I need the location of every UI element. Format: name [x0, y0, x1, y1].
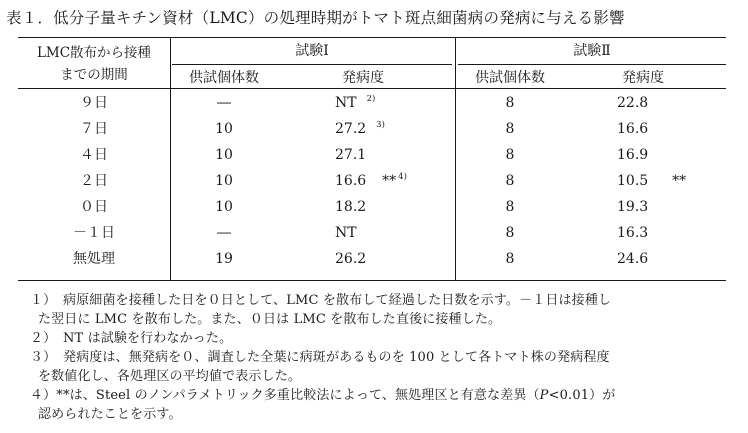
- footnote-3-line1: ３） 発病度は、無発病を０、調査した全葉に病斑があるものを 100 として各トマト株の発病程度: [30, 350, 610, 365]
- header-trial2-count: 供試個体数: [475, 70, 545, 86]
- header-bottom-rule: [18, 88, 726, 89]
- footnote-4-line1: [30, 388, 615, 404]
- footnote-4-line2: 認められたことを示す。: [38, 407, 182, 422]
- footnote-marker: 2): [366, 94, 376, 104]
- table-top-rule: [18, 37, 726, 38]
- row-trial2-severity: [617, 251, 648, 267]
- row-trial1-count: 10: [215, 147, 233, 163]
- severity-value: 16.3: [617, 225, 649, 241]
- row-trial2-severity: [617, 147, 648, 163]
- footnote-4-p: P: [539, 388, 549, 403]
- footnote-marker: 4): [398, 172, 407, 182]
- table-title: 表１．低分子量キチン資材（LMC）の処理時期がトマト斑点細菌病の発病に与える影響: [6, 9, 625, 27]
- row-trial2-count: 8: [505, 95, 515, 111]
- trial1-header-rule: [172, 64, 452, 65]
- footnote-4-post: <0.01）が: [548, 388, 616, 403]
- header-trial1: 試験Ⅰ: [295, 43, 329, 59]
- row-trial1-severity: [335, 251, 366, 267]
- row-period: ２日: [80, 173, 108, 189]
- column-divider-period: [170, 37, 171, 280]
- row-trial2-count: 8: [505, 121, 515, 137]
- severity-value: 19.3: [617, 199, 649, 215]
- row-trial2-count: 8: [505, 173, 515, 189]
- row-trial2-count: 8: [505, 251, 515, 267]
- column-divider-trials: [455, 37, 456, 280]
- header-period-line1: LMC散布から接種: [36, 45, 152, 61]
- row-trial2-severity: [617, 173, 686, 189]
- row-trial1-count: ―: [217, 95, 231, 111]
- severity-value: 27.1: [335, 147, 367, 163]
- row-trial1-count: 10: [215, 121, 233, 137]
- table-bottom-rule: [18, 280, 726, 281]
- row-trial2-severity: [617, 225, 648, 241]
- row-trial1-severity: [335, 147, 366, 163]
- footnote-2: ２） NT は試験を行わなかった。: [30, 331, 233, 346]
- header-trial1-severity: 発病度: [342, 70, 384, 86]
- row-trial1-count: 10: [215, 173, 233, 189]
- footnote-1-line2: た翌日に LMC を散布した。また、０日は LMC を散布した直後に接種した。: [38, 312, 502, 327]
- row-period: 無処理: [73, 251, 115, 267]
- significance-marker: **: [672, 173, 687, 189]
- severity-value: 24.6: [617, 251, 649, 267]
- row-trial1-severity: [335, 199, 366, 215]
- footnote-4-pre: ４）**は、Steel のノンパラメトリック多重比較法によって、無処理区と有意な差異（: [30, 388, 540, 403]
- severity-value: 10.5: [617, 173, 649, 189]
- row-trial1-count: 10: [215, 199, 233, 215]
- row-period: ９日: [80, 95, 108, 111]
- footnote-marker: 3): [376, 120, 385, 130]
- significance-marker: **: [382, 173, 397, 189]
- row-period: ４日: [80, 147, 108, 163]
- header-period-line2: までの期間: [60, 67, 128, 83]
- row-trial2-severity: [617, 95, 648, 111]
- row-trial2-count: 8: [505, 199, 515, 215]
- severity-value: NT: [335, 95, 357, 111]
- row-trial1-severity: [335, 225, 357, 241]
- header-trial2-severity: 発病度: [622, 70, 664, 86]
- severity-value: 16.6: [617, 121, 649, 137]
- footnote-3-line2: を数値化し、各処理区の平均値で表示した。: [38, 369, 302, 384]
- row-period: ７日: [80, 121, 108, 137]
- severity-value: 16.6: [335, 173, 367, 189]
- row-period: ０日: [80, 199, 108, 215]
- row-period: －１日: [73, 225, 115, 241]
- row-trial1-severity: [335, 95, 375, 113]
- trial2-header-rule: [458, 64, 726, 65]
- severity-value: 27.2: [335, 121, 367, 137]
- severity-value: 18.2: [335, 199, 367, 215]
- row-trial2-severity: [617, 121, 648, 137]
- severity-value: 26.2: [335, 251, 367, 267]
- row-trial2-count: 8: [505, 147, 515, 163]
- footnote-1-line1: １） 病原細菌を接種した日を０日として、LMC を散布して経過した日数を示す。－１日は接種し: [30, 293, 612, 308]
- row-trial1-count: 19: [215, 251, 233, 267]
- row-trial1-count: ―: [217, 225, 231, 241]
- row-trial1-severity: [335, 173, 407, 191]
- severity-value: 22.8: [617, 95, 649, 111]
- row-trial2-severity: [617, 199, 648, 215]
- header-trial2: 試験Ⅱ: [573, 43, 611, 59]
- header-trial1-count: 供試個体数: [189, 70, 259, 86]
- row-trial1-severity: [335, 121, 385, 139]
- row-trial2-count: 8: [505, 225, 515, 241]
- severity-value: 16.9: [617, 147, 649, 163]
- severity-value: NT: [335, 225, 357, 241]
